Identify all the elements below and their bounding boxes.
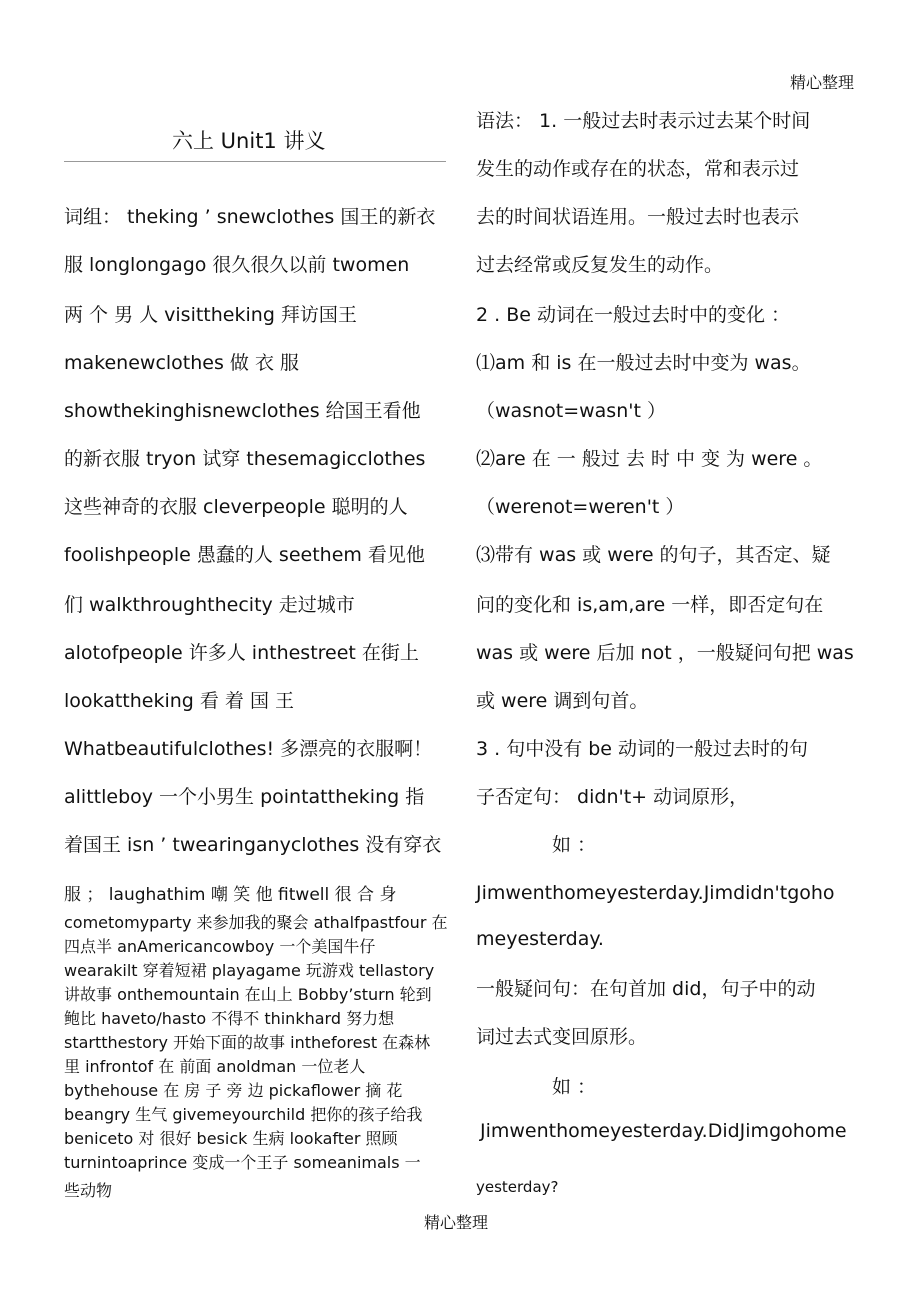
- title-underline: [64, 161, 446, 162]
- grammar-line: 过去经常或反复发生的动作。: [476, 254, 724, 276]
- grammar-line: Jimwenthomeyesterday.Jimdidn'tgoho: [476, 882, 835, 904]
- grammar-line: 子否定句： didn't+ 动词原形，: [476, 786, 749, 808]
- vocab-small-line: cometomyparty 来参加我的聚会 athalfpastfour 在: [64, 913, 448, 932]
- grammar-line: yesterday?: [476, 1178, 559, 1196]
- grammar-line: 如 ：: [552, 834, 597, 856]
- grammar-line: ⑴am 和 is 在一般过去时中变为 was。: [476, 352, 811, 374]
- vocab-line: 词组： theking ’ snewclothes 国王的新衣: [64, 206, 436, 228]
- grammar-line: ⑵are 在 一 般过 去 时 中 变 为 were 。: [476, 448, 823, 470]
- vocab-small-line: startthestory 开始下面的故事 intheforest 在森林: [64, 1033, 431, 1052]
- grammar-line: 如 ：: [552, 1076, 597, 1098]
- vocab-line: alittleboy 一个小男生 pointattheking 指: [64, 786, 425, 808]
- vocab-small-line: 讲故事 onthemountain 在山上 Bobby’sturn 轮到: [64, 985, 432, 1004]
- grammar-line: 一般疑问句：在句首加 did，句子中的动: [476, 978, 816, 1000]
- vocab-line: showthekinghisnewclothes 给国王看他: [64, 400, 421, 422]
- vocab-small-line: 鲍比 haveto/hasto 不得不 thinkhard 努力想: [64, 1009, 395, 1028]
- grammar-line: 词过去式变回原形。: [476, 1026, 648, 1048]
- page-title: 六上 Unit1 讲义: [172, 129, 326, 153]
- grammar-line: Jimwenthomeyesterday.DidJimgohome: [480, 1120, 847, 1142]
- vocab-line: 服 ； laughathim 嘲 笑 他 fitwell 很 合 身: [64, 885, 397, 905]
- vocab-line: 的新衣服 tryon 试穿 thesemagicclothes: [64, 448, 426, 470]
- grammar-line: （werenot=weren't ）: [476, 496, 685, 518]
- vocab-small-line: turnintoaprince 变成一个王子 someanimals 一: [64, 1153, 421, 1172]
- vocab-line: lookattheking 看 着 国 王: [64, 690, 295, 712]
- vocab-line: [64, 300, 451, 327]
- grammar-line: 发生的动作或存在的状态，常和表示过: [476, 158, 800, 180]
- grammar-line: 去的时间状语连用。一般过去时也表示: [476, 206, 800, 228]
- grammar-line: 问的变化和 is,am,are 一样，即否定句在: [476, 594, 824, 616]
- vocab-line: 们 walkthroughthecity 走过城市: [64, 594, 355, 616]
- vocab-line: 着国王 isn ’ twearinganyclothes 没有穿衣: [64, 834, 442, 856]
- grammar-line: （wasnot=wasn't ）: [476, 400, 666, 422]
- grammar-line: meyesterday.: [476, 928, 604, 950]
- vocab-small-line: 些动物: [64, 1181, 113, 1200]
- vocab-line: Whatbeautifulclothes! 多漂亮的衣服啊！: [64, 738, 433, 760]
- vocab-small-line: beniceto 对 很好 besick 生病 lookafter 照顾: [64, 1129, 398, 1148]
- vocab-small-line: beangry 生气 givemeyourchild 把你的孩子给我: [64, 1105, 423, 1124]
- grammar-line: 语法： 1. 一般过去时表示过去某个时间: [476, 110, 811, 132]
- vocab-small-line: 里 infrontof 在 前面 anoldman 一位老人: [64, 1057, 366, 1076]
- vocab-small-line: bythehouse 在 房 子 旁 边 pickaflower 摘 花: [64, 1081, 403, 1100]
- grammar-line: 或 were 调到句首。: [476, 690, 649, 712]
- vocab-line: alotofpeople 许多人 inthestreet 在街上: [64, 642, 419, 664]
- header-text: 精心整理: [790, 73, 855, 92]
- vocab-line: 这些神奇的衣服 cleverpeople 聪明的人: [64, 496, 408, 518]
- grammar-line: 2 . Be 动词在一般过去时中的变化 ：: [476, 304, 791, 326]
- vocab-part: 两 个 男 人 visittheking 拜访国王: [64, 304, 357, 326]
- footer-text: 精心整理: [424, 1213, 489, 1232]
- vocab-small-line: 四点半 anAmericancowboy 一个美国牛仔: [64, 937, 376, 956]
- grammar-line: ⑶带有 was 或 were 的句子，其否定、疑: [476, 544, 831, 566]
- vocab-line: foolishpeople 愚蠢的人 seethem 看见他: [64, 544, 425, 566]
- vocab-line: 服 longlongago 很久很久以前 twomen: [64, 254, 410, 276]
- grammar-line: 3 . 句中没有 be 动词的一般过去时的句: [476, 738, 809, 760]
- vocab-small-line: wearakilt 穿着短裙 playagame 玩游戏 tellastory: [64, 961, 435, 980]
- grammar-line: was 或 were 后加 not ，一般疑问句把 was: [476, 642, 854, 664]
- vocab-line: makenewclothes 做 衣 服: [64, 352, 299, 374]
